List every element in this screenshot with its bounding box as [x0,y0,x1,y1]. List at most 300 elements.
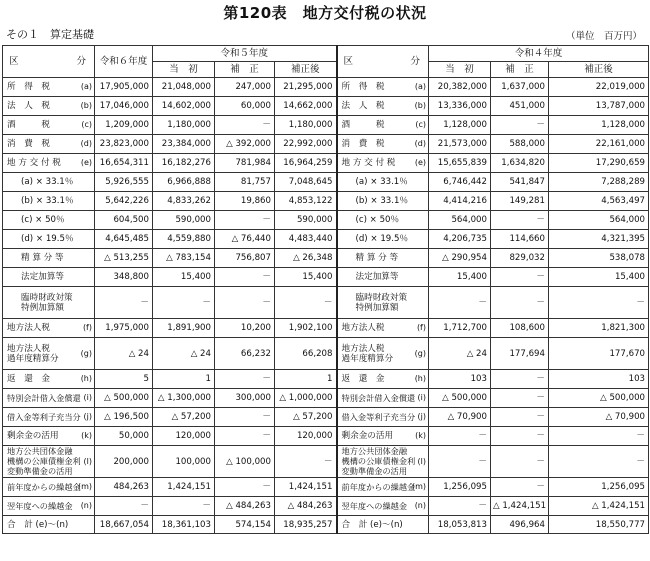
cell-r5-init: △ 24 [153,338,215,370]
cell-r4-init: 103 [429,370,491,389]
cell-r5-init: 4,833,262 [153,192,215,211]
cell-r6: △ 196,500 [95,408,153,427]
row-label-text: 臨時財政対策 特例加算額 [21,292,73,313]
table-row [3,249,649,268]
table-row [3,370,649,389]
cell-r5-after: 4,853,122 [275,192,337,211]
cell-r4-after: 22,161,000 [549,135,649,154]
cell-r4-after: 4,563,497 [549,192,649,211]
cell-r6: 484,263 [95,478,153,497]
row-label-text: 酒 税 [7,120,50,130]
row-label [3,249,95,268]
row-label [3,154,95,173]
cell-r5-after: 66,208 [275,338,337,370]
cell-r5-after: △ 484,263 [275,497,337,516]
cell-r4-after: 18,550,777 [549,516,649,534]
cell-r4-corr: △ 1,424,151 [491,497,549,516]
cell-r5-corr: 300,000 [215,389,275,408]
cell-r4-corr: 1,637,000 [491,78,549,97]
row-label-text: 地方公共団体金融 機構の公庫債権金利 変動準備金の活用 [7,446,81,476]
row-mark: (l) [83,456,92,466]
table-row [3,154,649,173]
cell-r4-init: 18,053,813 [429,516,491,534]
table-row [3,478,649,497]
cell-r4-after: － [549,446,649,478]
cell-r5-init: 1,891,900 [153,319,215,338]
row-mark: (c) [81,120,92,129]
row-label-text: 精 算 分 等 [21,253,64,263]
row-mark: (e) [414,158,426,167]
table-row [3,97,649,116]
row-label-text: 地方法人税 [341,323,385,333]
header-r4: 令和４年度 [429,46,649,62]
cell-r5-init: 590,000 [153,211,215,230]
row-label [3,427,95,446]
cell-r4-after: 22,019,000 [549,78,649,97]
cell-r5-corr: － [215,408,275,427]
cell-r4-after: △ 1,424,151 [549,497,649,516]
row-label [337,427,429,446]
header-r5-initial: 当 初 [153,62,215,78]
row-label-text: 合 計 (e)～(n) [341,519,403,530]
cell-r5-corr: － [215,478,275,497]
row-label [3,97,95,116]
header-r4-after: 補正後 [549,62,649,78]
cell-r5-corr: － [215,287,275,319]
table-body [3,78,649,534]
cell-r4-init: 21,573,000 [429,135,491,154]
cell-r4-after: － [549,427,649,446]
cell-r4-corr: 149,281 [491,192,549,211]
cell-r4-init: △ 500,000 [429,389,491,408]
cell-r4-after: 15,400 [549,268,649,287]
row-label [337,516,429,534]
cell-r4-after: 1,128,000 [549,116,649,135]
table-row [3,230,649,249]
row-mark: (m) [411,482,426,491]
row-mark: (e) [80,158,92,167]
header-r5: 令和５年度 [153,46,337,62]
header-r5-correction: 補 正 [215,62,275,78]
cell-r5-init: 21,048,000 [153,78,215,97]
cell-r5-init: 120,000 [153,427,215,446]
cell-r4-corr: 114,660 [491,230,549,249]
row-mark: (j) [83,412,92,421]
row-mark: (g) [414,348,426,358]
cell-r5-after: 21,295,000 [275,78,337,97]
cell-r6: 50,000 [95,427,153,446]
cell-r4-corr: － [491,116,549,135]
row-label [3,116,95,135]
row-label-text: (c) × 50％ [21,215,65,225]
row-label [337,408,429,427]
row-label-text: 地方法人税 過年度精算分 [7,343,59,364]
cell-r6: 17,905,000 [95,78,153,97]
table-row [3,135,649,154]
cell-r4-init: 1,256,095 [429,478,491,497]
cell-r5-after: 1 [275,370,337,389]
cell-r4-corr: 1,634,820 [491,154,549,173]
cell-r4-init: 6,746,442 [429,173,491,192]
cell-r6: － [95,497,153,516]
cell-r6: 18,667,054 [95,516,153,534]
cell-r5-init: 14,602,000 [153,97,215,116]
cell-r4-after: △ 70,900 [549,408,649,427]
row-mark: (b) [414,101,426,110]
cell-r5-corr: △ 76,440 [215,230,275,249]
cell-r4-after: 1,256,095 [549,478,649,497]
cell-r4-corr: － [491,446,549,478]
row-mark: (l) [417,456,426,466]
cell-r6: 16,654,311 [95,154,153,173]
table-row [3,116,649,135]
cell-r4-corr: 177,694 [491,338,549,370]
row-label [3,319,95,338]
cell-r5-after: 590,000 [275,211,337,230]
row-label-text: 臨時財政対策 特例加算額 [355,292,408,313]
row-label-text: 特別会計借入金償還 [7,392,81,403]
table-row [3,78,649,97]
table-row [3,389,649,408]
cell-r4-init: 564,000 [429,211,491,230]
row-label-text: (a) × 33.1％ [21,177,74,187]
cell-r5-init: 1,424,151 [153,478,215,497]
row-label-text: 地 方 交 付 税 [341,158,396,168]
cell-r4-after: 538,078 [549,249,649,268]
cell-r5-corr: 574,154 [215,516,275,534]
cell-r4-corr: － [491,427,549,446]
cell-r4-after: 13,787,000 [549,97,649,116]
row-label-text: 返 還 金 [7,374,50,384]
row-label-text: 翌年度への繰越金 [341,500,408,511]
row-mark: (b) [80,101,92,110]
row-label [337,287,429,319]
cell-r6: 200,000 [95,446,153,478]
row-label [3,497,95,516]
cell-r5-corr: － [215,370,275,389]
cell-r4-init: 1,128,000 [429,116,491,135]
cell-r5-corr: － [215,268,275,287]
row-label-text: 所 得 税 [341,82,385,92]
row-mark: (k) [81,431,92,440]
cell-r4-after: 7,288,289 [549,173,649,192]
row-label-text: 地方法人税 [7,323,50,333]
table-row [3,427,649,446]
cell-r6: 1,975,000 [95,319,153,338]
cell-r5-corr: 247,000 [215,78,275,97]
row-label-text: 合 計 (e)～(n) [7,519,69,530]
row-label [337,478,429,497]
row-label-text: 法定加算等 [355,272,399,282]
row-label [3,192,95,211]
cell-r5-init: 6,966,888 [153,173,215,192]
cell-r5-init: － [153,497,215,516]
table-row [3,497,649,516]
row-mark: (g) [80,348,92,358]
cell-r5-init: 18,361,103 [153,516,215,534]
row-label [337,97,429,116]
row-label [3,287,95,319]
cell-r5-after: 15,400 [275,268,337,287]
cell-r5-after: － [275,287,337,319]
cell-r6: 348,800 [95,268,153,287]
row-label [337,249,429,268]
row-mark: (h) [414,374,426,383]
cell-r4-after: 177,670 [549,338,649,370]
cell-r4-corr: － [491,478,549,497]
cell-r4-corr: 496,964 [491,516,549,534]
row-label [3,389,95,408]
row-label-text: (d) × 19.5％ [355,234,409,244]
cell-r5-corr: △ 100,000 [215,446,275,478]
row-label-text: 前年度からの繰越金 [7,481,81,492]
cell-r4-init: △ 70,900 [429,408,491,427]
row-mark: (i) [417,393,426,402]
cell-r5-init: 16,182,276 [153,154,215,173]
table-row [3,338,649,370]
row-mark: (f) [416,323,426,332]
row-label [3,516,95,534]
page-title: 第120表 地方交付税の状況 [223,4,427,22]
cell-r5-corr: 756,807 [215,249,275,268]
cell-r4-after: － [549,287,649,319]
cell-r5-init: 100,000 [153,446,215,478]
row-label-text: 地方公共団体金融 機構の公庫債権金利 変動準備金の活用 [341,446,416,476]
row-label-text: 法定加算等 [21,272,64,282]
cell-r5-init: － [153,287,215,319]
row-mark: (n) [80,501,92,510]
row-label [337,319,429,338]
cell-r5-after: 18,935,257 [275,516,337,534]
row-label [337,338,429,370]
cell-r5-corr: △ 484,263 [215,497,275,516]
row-label-text: 前年度からの繰越金 [341,481,416,492]
cell-r4-init: 1,712,700 [429,319,491,338]
row-label-text: 法 人 税 [7,101,50,111]
row-mark: (d) [414,139,426,148]
cell-r5-corr: － [215,427,275,446]
row-label [3,370,95,389]
row-mark: (c) [415,120,426,129]
cell-r4-init: 15,400 [429,268,491,287]
row-mark: (a) [80,82,92,91]
row-label [337,268,429,287]
table-subtitle: その１ 算定基礎 [6,28,94,41]
row-label [3,408,95,427]
cell-r5-init: △ 1,300,000 [153,389,215,408]
row-label-text: 酒 税 [341,120,385,130]
header-kubun-2: 区 分 [337,46,429,78]
row-label [337,211,429,230]
row-mark: (d) [80,139,92,148]
cell-r5-after: △ 26,348 [275,249,337,268]
row-label [337,446,429,478]
row-label-text: 地方法人税 過年度精算分 [341,343,394,364]
row-label-text: 法 人 税 [341,101,385,111]
cell-r4-after: 564,000 [549,211,649,230]
cell-r5-after: 16,964,259 [275,154,337,173]
unit-note: （単位 百万円） [565,31,642,42]
cell-r5-corr: 781,984 [215,154,275,173]
row-label-text: (c) × 50％ [355,215,400,225]
row-label [3,135,95,154]
cell-r5-init: 1,180,000 [153,116,215,135]
cell-r4-after: 4,321,395 [549,230,649,249]
table-row [3,268,649,287]
header-r4-correction: 補 正 [491,62,549,78]
row-mark: (k) [415,431,426,440]
row-label-text: (b) × 33.1％ [21,196,74,206]
row-label-text: (a) × 33.1％ [355,177,408,187]
cell-r5-corr: － [215,116,275,135]
row-label [3,478,95,497]
cell-r4-corr: － [491,287,549,319]
row-label-text: (b) × 33.1％ [355,196,409,206]
cell-r5-after: 22,992,000 [275,135,337,154]
cell-r6: 5 [95,370,153,389]
row-label [337,135,429,154]
cell-r4-init: － [429,446,491,478]
cell-r5-corr: － [215,211,275,230]
cell-r4-init: 4,206,735 [429,230,491,249]
cell-r4-corr: 451,000 [491,97,549,116]
row-label [337,78,429,97]
row-label [337,389,429,408]
cell-r5-after: 7,048,645 [275,173,337,192]
table-row [3,408,649,427]
row-label-text: 消 費 税 [7,139,50,149]
row-mark: (a) [414,82,426,91]
row-label-text: 精 算 分 等 [355,253,399,263]
row-label [337,116,429,135]
cell-r5-after: 1,180,000 [275,116,337,135]
cell-r4-corr: － [491,408,549,427]
header-r5-after: 補正後 [275,62,337,78]
cell-r6: 1,209,000 [95,116,153,135]
row-label [3,446,95,478]
cell-r5-after: △ 57,200 [275,408,337,427]
cell-r5-init: 4,559,880 [153,230,215,249]
row-label-text: (d) × 19.5％ [21,234,74,244]
table-row [3,319,649,338]
cell-r6: △ 513,255 [95,249,153,268]
row-mark: (i) [83,393,92,402]
cell-r5-init: 15,400 [153,268,215,287]
row-mark: (n) [414,501,426,510]
cell-r6: 5,642,226 [95,192,153,211]
cell-r5-corr: △ 392,000 [215,135,275,154]
cell-r4-init: － [429,497,491,516]
row-label [3,211,95,230]
cell-r5-after: － [275,446,337,478]
row-label-text: 所 得 税 [7,82,50,92]
header-kubun: 区 分 [3,46,95,78]
row-label [337,230,429,249]
row-label-text: 特別会計借入金償還 [341,392,416,403]
header-r6: 令和６年度 [95,46,153,78]
cell-r4-init: 20,382,000 [429,78,491,97]
row-label-text: 借入金等利子充当分 [341,411,416,422]
row-label [337,370,429,389]
cell-r4-init: － [429,287,491,319]
row-label [3,268,95,287]
row-label-text: 剰余金の活用 [7,431,59,441]
row-label-text: 剰余金の活用 [341,431,394,441]
table-row [3,173,649,192]
cell-r4-init: 15,655,839 [429,154,491,173]
cell-r4-init: △ 290,954 [429,249,491,268]
row-mark: (h) [80,374,92,383]
table-row [3,287,649,319]
cell-r5-corr: 81,757 [215,173,275,192]
row-label [337,497,429,516]
cell-r4-corr: 541,847 [491,173,549,192]
cell-r5-after: △ 1,000,000 [275,389,337,408]
cell-r4-after: 103 [549,370,649,389]
cell-r5-init: △ 57,200 [153,408,215,427]
cell-r6: 4,645,485 [95,230,153,249]
cell-r6: 17,046,000 [95,97,153,116]
cell-r4-corr: － [491,370,549,389]
cell-r4-after: 1,821,300 [549,319,649,338]
cell-r5-after: 4,483,440 [275,230,337,249]
table-row [3,192,649,211]
row-label-text: 借入金等利子充当分 [7,411,81,422]
cell-r4-init: 13,336,000 [429,97,491,116]
cell-r5-after: 120,000 [275,427,337,446]
cell-r4-init: － [429,427,491,446]
cell-r5-corr: 60,000 [215,97,275,116]
row-mark: (j) [417,412,426,421]
cell-r4-corr: 829,032 [491,249,549,268]
row-label [3,78,95,97]
cell-r5-init: 23,384,000 [153,135,215,154]
row-mark: (m) [77,482,92,491]
cell-r5-after: 1,902,100 [275,319,337,338]
row-label [337,173,429,192]
cell-r4-after: 17,290,659 [549,154,649,173]
cell-r5-corr: 19,860 [215,192,275,211]
row-label [337,192,429,211]
row-label [3,173,95,192]
tax-allocation-table [2,45,649,534]
row-label-text: 地 方 交 付 税 [7,158,61,168]
table-row [3,211,649,230]
cell-r5-after: 1,424,151 [275,478,337,497]
cell-r6: △ 24 [95,338,153,370]
cell-r5-corr: 66,232 [215,338,275,370]
cell-r6: 604,500 [95,211,153,230]
cell-r6: △ 500,000 [95,389,153,408]
cell-r4-corr: 588,000 [491,135,549,154]
row-label [3,230,95,249]
table-row [3,446,649,478]
row-label-text: 返 還 金 [341,374,385,384]
cell-r4-init: 4,414,216 [429,192,491,211]
cell-r6: － [95,287,153,319]
cell-r5-corr: 10,200 [215,319,275,338]
cell-r5-after: 14,662,000 [275,97,337,116]
row-label-text: 翌年度への繰越金 [7,500,73,511]
header-r4-initial: 当 初 [429,62,491,78]
row-label-text: 消 費 税 [341,139,385,149]
cell-r6: 23,823,000 [95,135,153,154]
cell-r4-corr: 108,600 [491,319,549,338]
cell-r4-init: △ 24 [429,338,491,370]
cell-r4-after: △ 500,000 [549,389,649,408]
row-mark: (f) [82,323,92,332]
cell-r5-init: 1 [153,370,215,389]
